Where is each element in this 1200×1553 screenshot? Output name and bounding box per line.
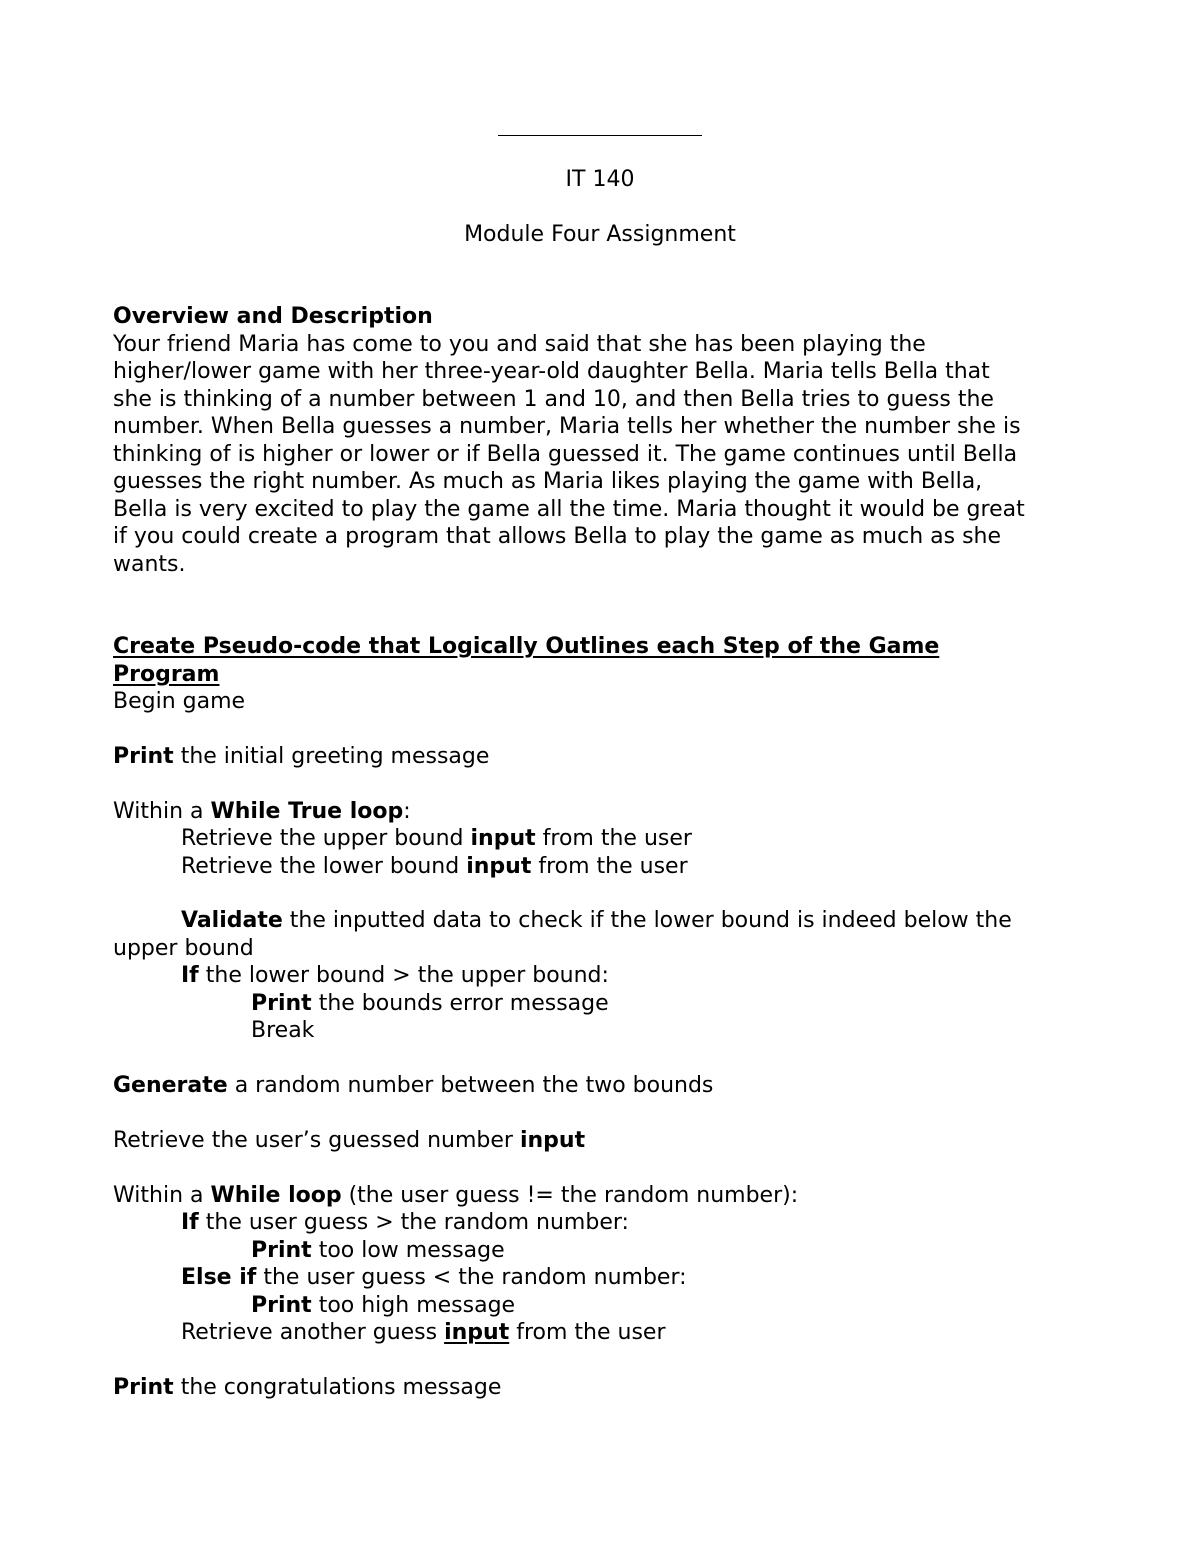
assignment-title: Module Four Assignment: [464, 222, 736, 247]
while-loop-line: Within a While loop (the user guess != the random number):: [113, 1183, 799, 1208]
break-line: Break: [251, 1018, 315, 1043]
validate-line: Validate the inputted data to check if the lower bound is indeed below the: [181, 908, 1012, 933]
print-too-low-line: Print too low message: [251, 1238, 505, 1263]
overview-line-6: guesses the right number. As much as Maria likes playing the game with Bella,: [113, 469, 983, 494]
retrieve-guess-line: Retrieve the user’s guessed number input: [113, 1128, 586, 1153]
overview-line-2: higher/lower game with her three-year-old daughter Bella. Maria tells Bella that: [113, 359, 990, 384]
print-bounds-error-line: Print the bounds error message: [251, 991, 609, 1016]
if-guess-line: If the user guess > the random number:: [181, 1210, 629, 1235]
overview-line-7: Bella is very excited to play the game all the time. Maria thought it would be great: [113, 497, 1025, 522]
overview-line-9: wants.: [113, 552, 186, 577]
print-congrats-line: Print the congratulations message: [113, 1375, 502, 1400]
validate-continued-line: upper bound: [113, 936, 254, 961]
overview-line-5: thinking of is higher or lower or if Bella guessed it. The game continues until Bella: [113, 442, 1018, 467]
begin-game-line: Begin game: [113, 689, 246, 714]
overview-line-8: if you could create a program that allows Bella to play the game as much as she: [113, 524, 1002, 549]
overview-line-4: number. When Bella guesses a number, Maria tells her whether the number she is: [113, 414, 1021, 439]
retrieve-upper-line: Retrieve the upper bound input from the user: [181, 826, 692, 851]
retrieve-lower-line: Retrieve the lower bound input from the user: [181, 854, 688, 879]
print-greeting-line: Print the initial greeting message: [113, 744, 490, 769]
retrieve-another-line: Retrieve another guess input from the user: [181, 1320, 666, 1345]
while-true-line: Within a While True loop:: [113, 799, 411, 824]
course-code: IT 140: [565, 167, 635, 192]
pseudocode-heading-line-1: Create Pseudo-code that Logically Outlines each Step of the Game: [113, 634, 940, 659]
if-bounds-line: If the lower bound > the upper bound:: [181, 963, 609, 988]
pseudocode-heading-line-2: Program: [113, 662, 220, 687]
else-if-line: Else if the user guess < the random number:: [181, 1265, 687, 1290]
overview-line-3: she is thinking of a number between 1 and 10, and then Bella tries to guess the: [113, 387, 994, 412]
print-too-high-line: Print too high message: [251, 1293, 516, 1318]
generate-line: Generate a random number between the two bounds: [113, 1073, 714, 1098]
name-blank-line: [498, 135, 702, 136]
overview-heading: Overview and Description: [113, 304, 433, 329]
overview-line-1: Your friend Maria has come to you and said that she has been playing the: [113, 332, 926, 357]
